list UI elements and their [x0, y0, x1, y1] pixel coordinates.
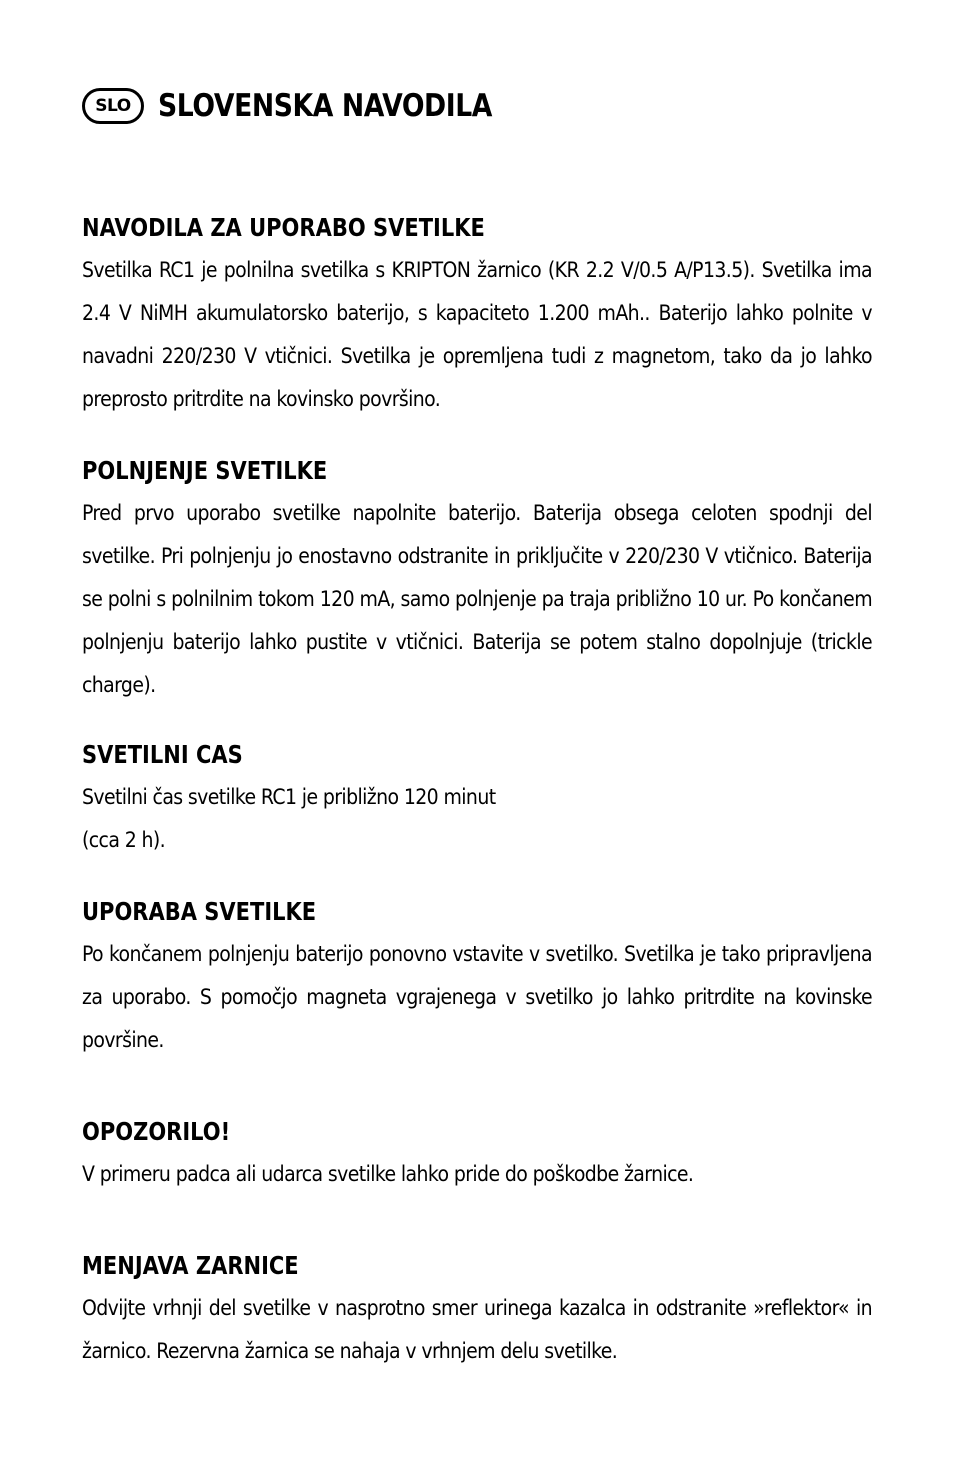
section-text [82, 776, 872, 862]
section-heading: UPORABA SVETILKE [82, 897, 317, 926]
section-text: Pred prvo uporabo svetilke napolnite baterijo. Baterija obsega celoten spodnji del svetilke. Pri polnjenju jo enostavno odstranite in priključite v 220/230 V vtičnico. Baterija se polni s polnilnim tokom 120 mA, samo polnjenje pa traja približno 10 ur. Po končanem polnjenju baterijo lahko pustite v vtičnici. Baterija se potem stalno dopolnjuje (trickle charge). [82, 501, 872, 697]
section-heading: MENJAVA ZARNICE [82, 1251, 299, 1280]
section-text: Po končanem polnjenju baterijo ponovno vstavite v svetilko. Svetilka je tako pripravljena za uporabo. S pomočjo magneta vgrajenega v svetilko jo lahko pritrdite na kovinske površine. [82, 942, 872, 1052]
section-heading: SVETILNI CAS [82, 740, 243, 769]
document-title: SLOVENSKA NAVODILA [158, 88, 493, 124]
section-heading: NAVODILA ZA UPORABO SVETILKE [82, 213, 485, 242]
text-line: (cca 2 h). [82, 828, 166, 852]
language-badge: SLO [82, 88, 144, 124]
section-light-time [82, 740, 872, 862]
section-using-light [82, 897, 872, 1062]
section-heading: OPOZORILO! [82, 1117, 231, 1146]
section-heading: POLNJENJE SVETILKE [82, 456, 328, 485]
section-bulb-replacement [82, 1251, 872, 1373]
section-text: Svetilka RC1 je polnilna svetilka s KRIPTON žarnico (KR 2.2 V/0.5 A/P13.5). Svetilka ima 2.4 V NiMH akumulatorsko baterijo, s kapaciteto 1.200 mAh.. Baterijo lahko polnite v navadni 220/230 V vtičnici. Svetilka je opremljena tudi z magnetom, tako da jo lahko preprosto pritrdite na kovinsko površino. [82, 258, 872, 411]
section-usage-instructions [82, 213, 872, 421]
text-line: Svetilni čas svetilke RC1 je približno 120 minut [82, 785, 496, 809]
document-header [82, 88, 546, 124]
section-text: Odvijte vrhnji del svetilke v nasprotno smer urinega kazalca in odstranite »reflektor« in žarnico. Rezervna žarnica se nahaja v vrhnjem delu svetilke. [82, 1296, 872, 1363]
section-warning [82, 1117, 872, 1196]
section-text: V primeru padca ali udarca svetilke lahko pride do poškodbe žarnice. [82, 1162, 694, 1186]
section-charging [82, 456, 872, 707]
